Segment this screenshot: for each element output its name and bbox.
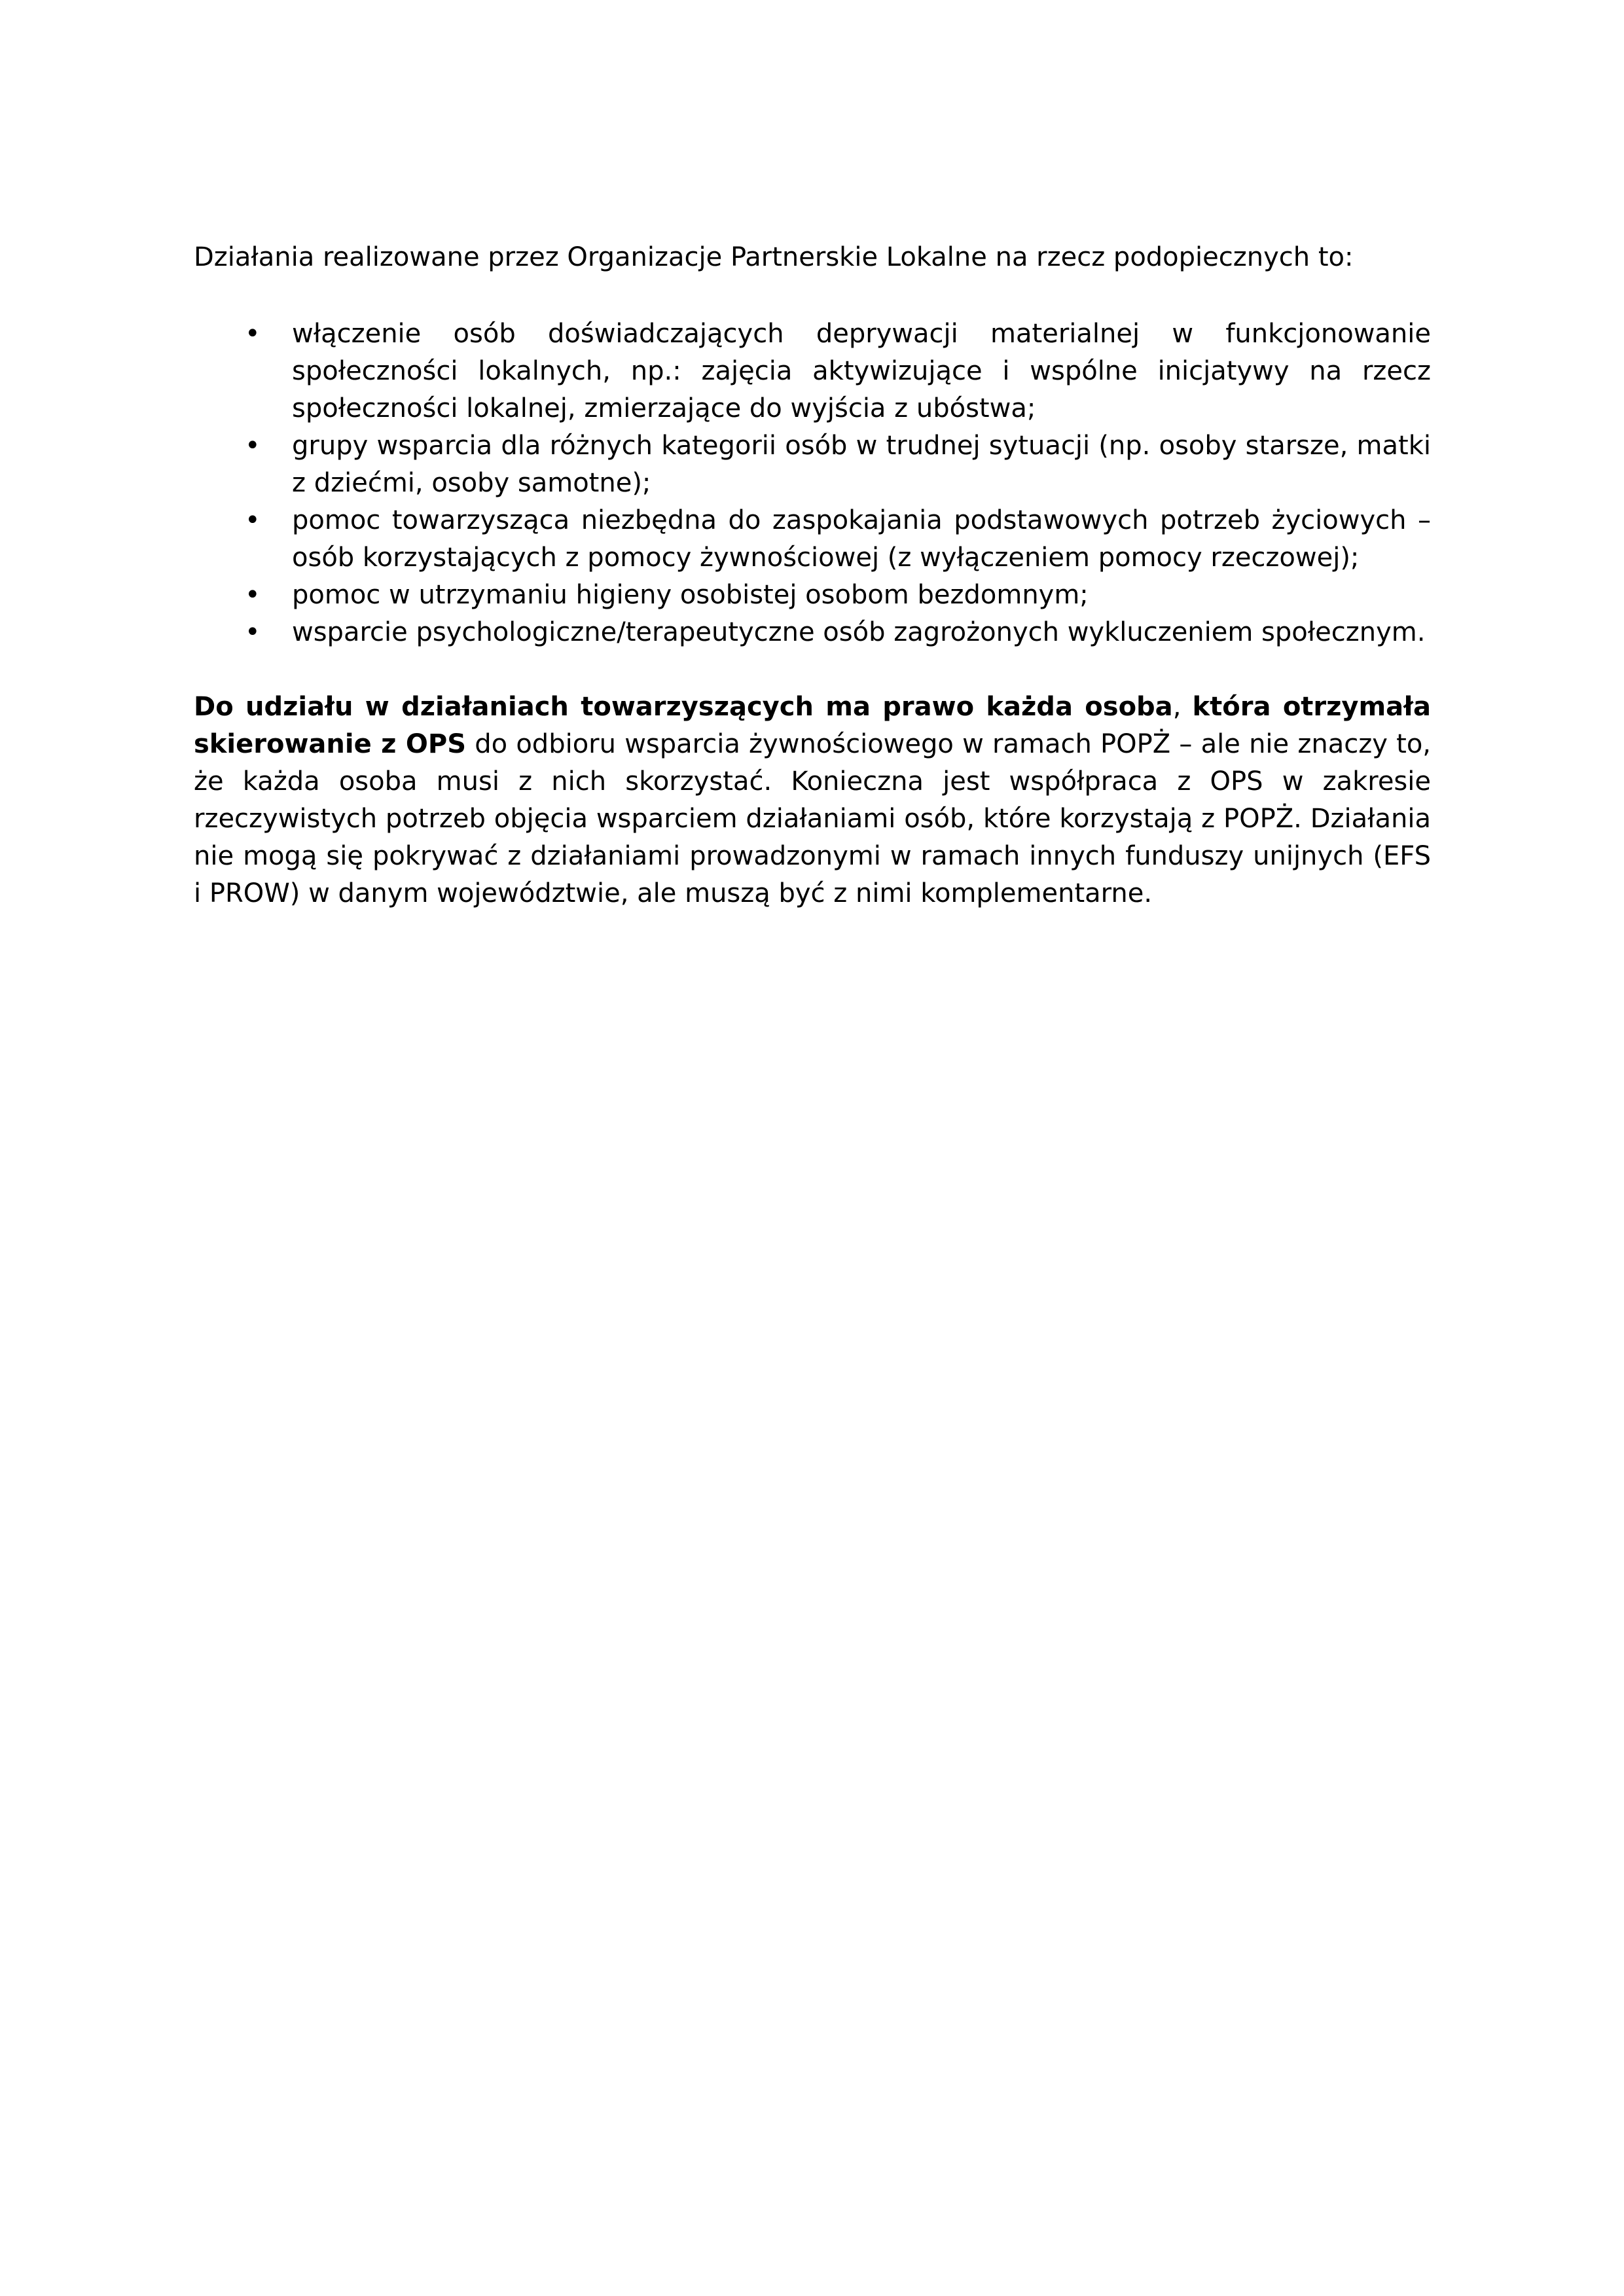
bullet-icon: • xyxy=(245,617,261,647)
list-item xyxy=(194,427,1431,502)
list-item-text: wsparcie psychologiczne/terapeutyczne osób zagrożonych wykluczeniem społecznym. xyxy=(292,617,1426,647)
list-item xyxy=(194,502,1431,577)
eligibility-separator: , xyxy=(1172,692,1193,722)
list-item-text: włączenie osób doświadczających deprywacji materialnej w funkcjonowanie społeczności lokalnych, np.: zajęcia aktywizujące i wspólne inicjatywy na rzecz społeczności lokalnej, zmierzające do wyjścia z ubóstwa; xyxy=(292,319,1431,423)
bullet-icon: • xyxy=(245,580,261,610)
bullet-icon: • xyxy=(245,431,261,461)
activities-list xyxy=(194,315,1431,651)
eligibility-bold-lead: Do udziału w działaniach towarzyszących ma prawo każda osoba xyxy=(194,692,1173,722)
intro-paragraph: Działania realizowane przez Organizacje Partnerskie Lokalne na rzecz podopiecznych to: xyxy=(194,242,1354,272)
bullet-icon: • xyxy=(245,319,261,349)
eligibility-paragraph xyxy=(194,689,1431,912)
list-item xyxy=(194,577,1431,614)
eligibility-bold-referral: która otrzymała skierowanie z OPS xyxy=(194,692,1432,759)
document-body xyxy=(194,239,1431,912)
list-item xyxy=(194,315,1431,427)
list-item xyxy=(194,614,1431,651)
list-item-text: pomoc w utrzymaniu higieny osobistej osobom bezdomnym; xyxy=(292,580,1089,610)
list-item-text: pomoc towarzysząca niezbędna do zaspokajania podstawowych potrzeb życiowych – osób korzystających z pomocy żywnościowej (z wyłączeniem pomocy rzeczowej); xyxy=(292,505,1431,573)
bullet-icon: • xyxy=(245,505,261,535)
list-item-text: grupy wsparcia dla różnych kategorii osób w trudnej sytuacji (np. osoby starsze, matki z dziećmi, osoby samotne); xyxy=(292,431,1431,498)
eligibility-rest: do odbioru wsparcia żywnościowego w ramach POPŻ – ale nie znaczy to, że każda osoba musi z nich skorzystać. Konieczna jest współpraca z OPS w zakresie rzeczywistych potrzeb objęcia wsparciem działaniami osób, które korzystają z POPŻ. Działania nie mogą się pokrywać z działaniami prowadzonymi w ramach innych funduszy unijnych (EFS i PROW) w danym województwie, ale muszą być z nimi komplementarne. xyxy=(194,729,1432,908)
